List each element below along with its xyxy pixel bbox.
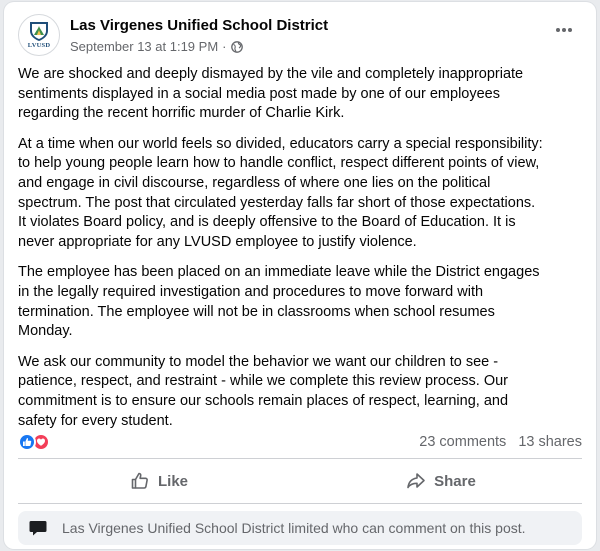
comment-count[interactable]: 23 comments xyxy=(419,434,507,450)
reaction-summary[interactable] xyxy=(18,433,50,451)
meta-separator: · xyxy=(222,39,227,54)
district-shield-icon xyxy=(28,20,50,42)
speech-bubble-icon xyxy=(28,518,48,538)
share-button[interactable] xyxy=(300,461,582,501)
divider xyxy=(18,458,582,459)
engagement-counts xyxy=(419,434,582,450)
page-name[interactable]: Las Virgenes Unified School District xyxy=(70,17,329,34)
more-horizontal-icon[interactable] xyxy=(552,24,576,40)
logo-text: LVUSD xyxy=(27,42,51,49)
facebook-post xyxy=(4,2,596,549)
post-body xyxy=(18,65,580,442)
post-paragraph: At a time when our world feels so divided, educators carry a special responsibility: to help young people learn how to handle conflict, respect different points of view, and engage in civil discourse, regardless of where one lies on the political spectrum. The post that circulated yesterday falls far short of those expectations. It violates Board policy, and is deeply offensive to the Board of Education. It is never appropriate for any LVUSD employee to justify violence. xyxy=(18,135,543,250)
share-label: Share xyxy=(434,472,476,490)
comment-limited-notice xyxy=(18,511,582,545)
like-label: Like xyxy=(157,472,188,490)
globe-icon[interactable] xyxy=(231,41,243,53)
share-count[interactable]: 13 shares xyxy=(518,434,582,450)
district-avatar[interactable] xyxy=(18,14,60,56)
post-meta xyxy=(70,39,243,54)
action-bar xyxy=(18,461,582,501)
post-paragraph: We ask our community to model the behavior we want our children to see - patience, respect, and restraint - while we complete this review process. Our commitment is to ensure our schools remain places of respect, learning, and safety for every student. xyxy=(18,353,509,429)
thumbs-up-icon xyxy=(130,471,150,491)
like-reaction-icon xyxy=(18,433,36,451)
comment-limited-text: Las Virgenes Unified School District limited who can comment on this post. xyxy=(62,520,526,536)
like-button[interactable] xyxy=(18,461,300,501)
post-header xyxy=(18,14,582,60)
engagement-stats xyxy=(18,430,582,454)
post-paragraph: We are shocked and deeply dismayed by the vile and completely inappropriate sentiments displayed in a social media post made by one of our employees regarding the recent horrific murder of Charlie Kirk. xyxy=(18,66,524,122)
share-arrow-icon xyxy=(406,471,426,491)
divider xyxy=(18,503,582,504)
post-paragraph: The employee has been placed on an immediate leave while the District engages in the legally required investigation and procedures to move forward with termination. The employee will not be in classrooms when school resumes Monday. xyxy=(18,264,540,340)
post-timestamp[interactable]: September 13 at 1:19 PM xyxy=(70,39,219,54)
